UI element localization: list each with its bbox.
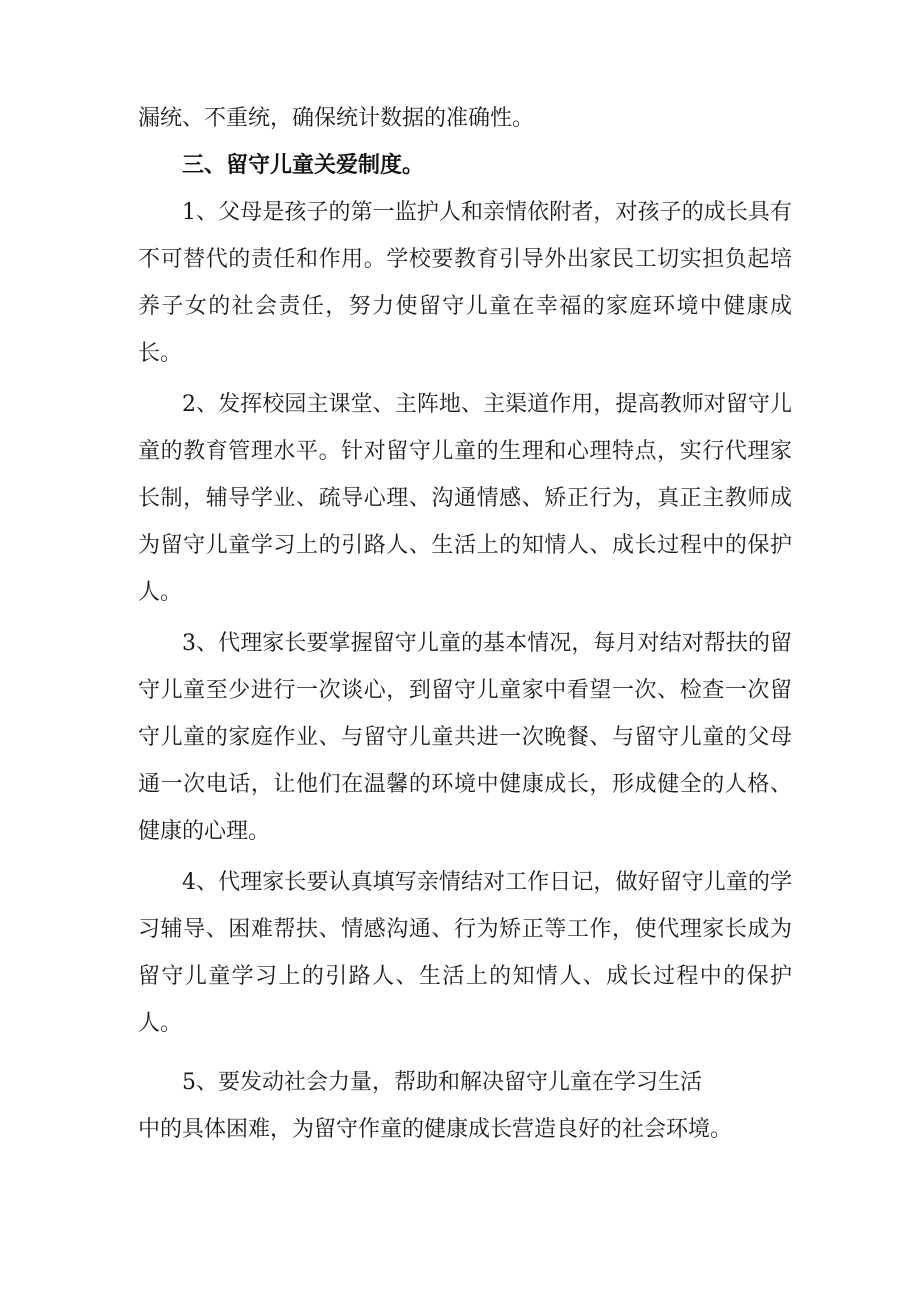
paragraph-2: 2、发挥校园主课堂、主阵地、主渠道作用，提高教师对留守儿童的教育管理水平。针对留守儿童的生理和心理特点，实行代理家长制，辅导学业、疏导心理、沟通情感、矫正行为，真正主教师成为留守儿童学习上的引路人、生活上的知情人、成长过程中的保护人。 bbox=[138, 392, 792, 605]
section-heading: 三、留守儿童关爱制度。 bbox=[182, 153, 425, 178]
document-body bbox=[138, 95, 792, 1153]
paragraph-4: 4、代理家长要认真填写亲情结对工作日记，做好留守儿童的学习辅导、困难帮扶、情感沟通、行为矫正等工作，使代理家长成为留守儿童学习上的引路人、生活上的知情人、成长过程中的保护人。 bbox=[138, 870, 792, 1036]
paragraph-5-line-2: 中的具体困难，为留守作童的健康成长营造良好的社会环境。 bbox=[138, 1117, 733, 1142]
continuation-text: 漏统、不重统，确保统计数据的准确性。 bbox=[138, 106, 535, 131]
paragraph-1: 1、父母是孩子的第一监护人和亲情依附者，对孩子的成长具有不可替代的责任和作用。学校要教育引导外出家民工切实担负起培养子女的社会责任，努力使留守儿童在幸福的家庭环境中健康成长。 bbox=[138, 200, 792, 366]
paragraph-3: 3、代理家长要掌握留守儿童的基本情况，每月对结对帮扶的留守儿童至少进行一次谈心，到留守儿童家中看望一次、检查一次留守儿童的家庭作业、与留守儿童共进一次晚餐、与留守儿童的父母通一次电话，让他们在温馨的环境中健康成长，形成健全的人格、健康的心理。 bbox=[138, 631, 792, 844]
paragraph-5-line-1: 5、要发动社会力量，帮助和解决留守儿童在学习生活 bbox=[182, 1070, 702, 1095]
